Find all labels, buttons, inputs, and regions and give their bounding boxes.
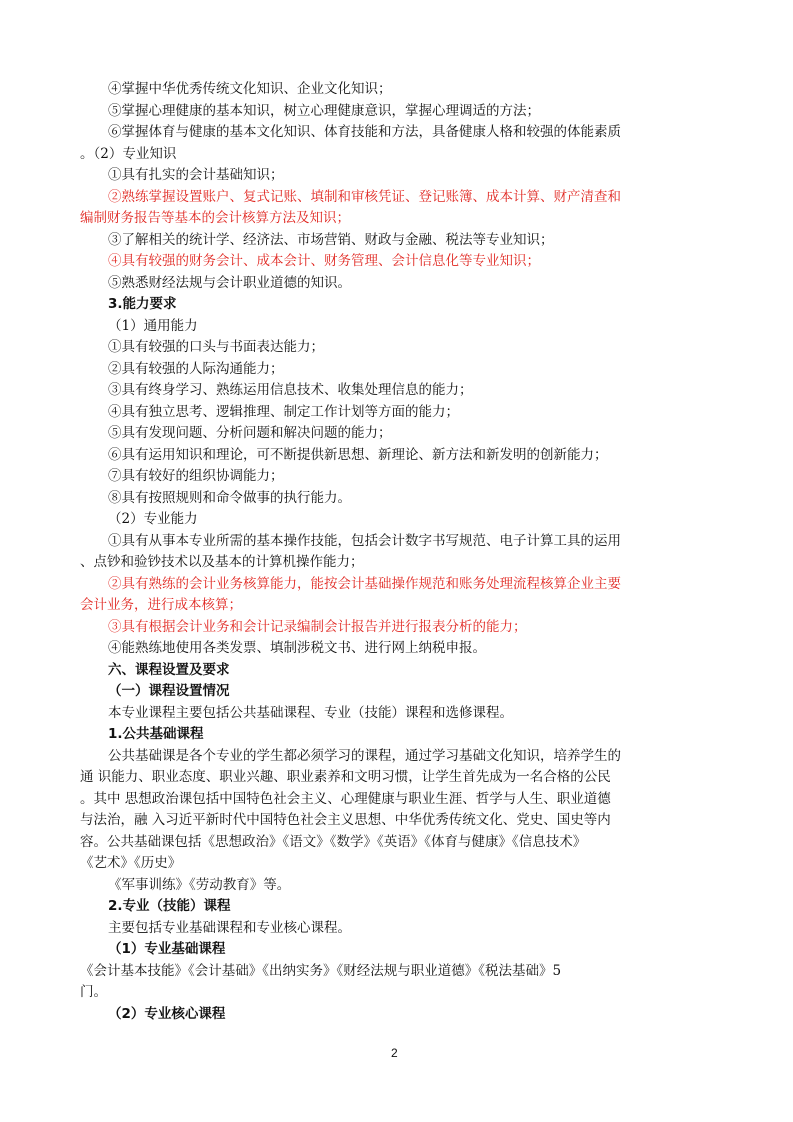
line-17: ⑤具有发现问题、分析问题和解决问题的能力； (108, 425, 392, 441)
line-21: （2）专业能力 (108, 511, 198, 527)
line-38: 《军事训练》《劳动教育》等。 (108, 877, 291, 893)
line-22: ①具有从事本专业所需的基本操作技能，包括会计数字书写规范、电子计算工具的运用 (108, 533, 621, 549)
heading-basic-courses: （1）专业基础课程 (108, 941, 226, 957)
line-4: 。（2）专业知识 (80, 146, 177, 162)
line-23: 、点钞和验钞技术以及基本的计算机操作能力； (80, 554, 364, 570)
line-13: ①具有较强的口头与书面表达能力； (108, 339, 324, 355)
line-15: ③具有终身学习、熟练运用信息技术、收集处理信息的能力； (108, 382, 473, 398)
line-8: ③了解相关的统计学、经济法、市场营销、财政与金融、税法等专业知识； (108, 232, 554, 248)
heading-ability: 3.能力要求 (108, 296, 177, 312)
heading-core-courses: （2）专业核心课程 (108, 1006, 226, 1022)
line-33: 通 识能力、职业态度、职业兴趣、职业素养和文明习惯，让学生首先成为一名合格的公民 (80, 769, 611, 785)
line-24-highlight: ②具有熟练的会计业务核算能力，能按会计基础操作规范和账务处理流程核算企业主要 (108, 576, 621, 592)
line-9-highlight: ④具有较强的财务会计、成本会计、财务管理、会计信息化等专业知识； (108, 253, 540, 269)
line-6-highlight: ②熟练掌握设置账户、复式记账、填制和审核凭证、登记账簿、成本计算、财产清查和 (108, 189, 621, 205)
line-20: ⑧具有按照规则和命令做事的执行能力。 (108, 490, 351, 506)
line-43: 门。 (80, 984, 107, 1000)
line-37: 《艺术》《历史》 (80, 855, 182, 871)
heading-professional-courses: 2.专业（技能）课程 (108, 898, 231, 914)
line-2: ⑤掌握心理健康的基本知识，树立心理健康意识，掌握心理调适的方法； (108, 103, 540, 119)
line-16: ④具有独立思考、逻辑推理、制定工作计划等方面的能力； (108, 404, 459, 420)
line-12: （1）通用能力 (108, 318, 198, 334)
line-35: 与法治，融 入习近平新时代中国特色社会主义思想、中华优秀传统文化、党史、国史等内 (80, 812, 611, 828)
line-5: ①具有扎实的会计基础知识； (108, 167, 284, 183)
heading-public-courses: 1.公共基础课程 (108, 726, 204, 742)
line-25-highlight: 会计业务，进行成本核算； (80, 597, 242, 613)
line-27: ④能熟练地使用各类发票、填制涉税文书、进行网上纳税申报。 (108, 640, 486, 656)
page-number: 2 (391, 1046, 398, 1060)
line-18: ⑥具有运用知识和理论，可不断提供新思想、新理论、新方法和新发明的创新能力； (108, 447, 608, 463)
line-19: ⑦具有较好的组织协调能力； (108, 468, 284, 484)
line-26-highlight: ③具有根据会计业务和会计记录编制会计报告并进行报表分析的能力； (108, 619, 527, 635)
heading-section-six: 六、课程设置及要求 (108, 662, 230, 678)
line-40: 主要包括专业基础课程和专业核心课程。 (108, 920, 351, 936)
line-32: 公共基础课是各个专业的学生都必须学习的课程，通过学习基础文化知识，培养学生的 (108, 748, 621, 764)
line-10: ⑤熟悉财经法规与会计职业道德的知识。 (108, 275, 351, 291)
line-30: 本专业课程主要包括公共基础课程、专业（技能）课程和选修课程。 (108, 705, 513, 721)
line-1: ④掌握中华优秀传统文化知识、企业文化知识； (108, 81, 392, 97)
line-34: 。其中 思想政治课包括中国特色社会主义、心理健康与职业生涯、哲学与人生、职业道德 (80, 791, 611, 807)
line-14: ②具有较强的人际沟通能力； (108, 361, 284, 377)
line-3: ⑥掌握体育与健康的基本文化知识、体育技能和方法，具备健康人格和较强的体能素质 (108, 124, 621, 140)
line-36: 容。公共基础课包括《思想政治》《语文》《数学》《英语》《体育与健康》《信息技术》 (80, 834, 587, 850)
line-42: 《会计基本技能》《会计基础》《出纳实务》《财经法规与职业道德》《税法基础》5 (80, 963, 562, 979)
heading-course-overview: （一）课程设置情况 (108, 683, 230, 699)
line-7-highlight: 编制财务报告等基本的会计核算方法及知识； (80, 210, 350, 226)
